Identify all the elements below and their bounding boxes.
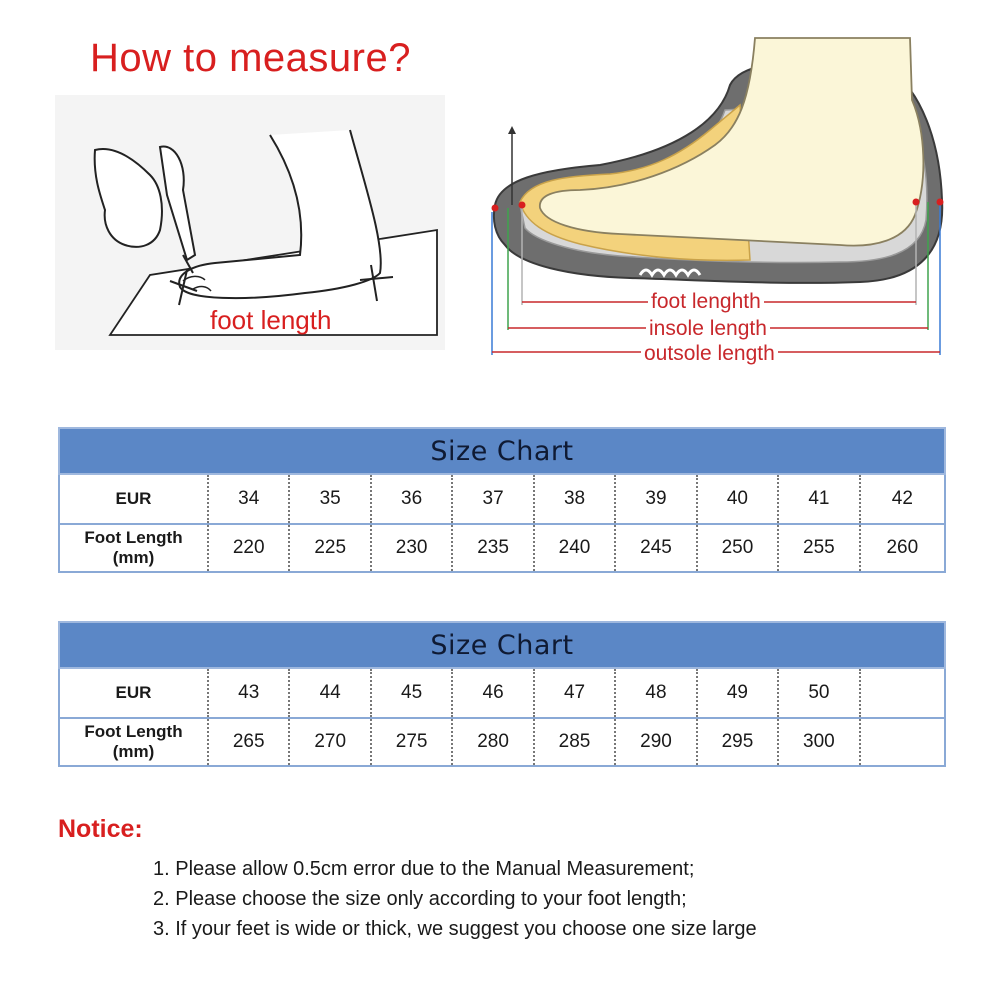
- foot-length-row: [60, 717, 944, 765]
- foot-length-measure-label: foot lenghth: [648, 291, 764, 313]
- size-chart-2-title: Size Chart: [430, 629, 574, 661]
- foot-length-cell: 255: [777, 525, 858, 571]
- measure-title: How to measure?: [90, 36, 411, 80]
- foot-length-cell: 260: [859, 525, 944, 571]
- eur-row: [60, 475, 944, 523]
- foot-length-row-label-line1: Foot Length: [84, 722, 183, 741]
- foot-length-cell: 265: [207, 719, 288, 765]
- eur-cell: 42: [859, 475, 944, 523]
- eur-cell: 45: [370, 669, 451, 717]
- eur-cell: 40: [696, 475, 777, 523]
- foot-length-cell: 280: [451, 719, 532, 765]
- insole-length-measure-label: insole length: [646, 318, 770, 340]
- eur-cell: 47: [533, 669, 614, 717]
- eur-cell: 50: [777, 669, 858, 717]
- size-chart-2: [58, 621, 946, 767]
- notice-item: 1. Please allow 0.5cm error due to the Manual Measurement;: [153, 858, 695, 880]
- eur-cell: 38: [533, 475, 614, 523]
- size-chart-1: [58, 427, 946, 573]
- eur-cell: 41: [777, 475, 858, 523]
- eur-cell: 49: [696, 669, 777, 717]
- foot-length-cell: 245: [614, 525, 695, 571]
- foot-length-cell: 300: [777, 719, 858, 765]
- foot-length-label: foot length: [210, 305, 332, 335]
- foot-length-cell: 290: [614, 719, 695, 765]
- foot-length-cell-empty: [859, 719, 944, 765]
- notice-item: 2. Please choose the size only according to your foot length;: [153, 888, 687, 910]
- notice-item: 3. If your feet is wide or thick, we suggest you choose one size large: [153, 918, 757, 940]
- foot-length-row-label-line2: (mm): [112, 548, 155, 567]
- eur-row: [60, 669, 944, 717]
- size-chart-1-header: [58, 427, 946, 475]
- foot-length-cell: 230: [370, 525, 451, 571]
- eur-cell: 43: [207, 669, 288, 717]
- foot-length-cell: 275: [370, 719, 451, 765]
- eur-cell-empty: [859, 669, 944, 717]
- foot-length-cell: 285: [533, 719, 614, 765]
- eur-cell: 48: [614, 669, 695, 717]
- foot-length-cell: 240: [533, 525, 614, 571]
- eur-cell: 39: [614, 475, 695, 523]
- eur-row-label: EUR: [115, 489, 152, 508]
- foot-length-row-label-line2: (mm): [112, 742, 155, 761]
- eur-cell: 44: [288, 669, 369, 717]
- foot-length-row-label-line1: Foot Length: [84, 528, 183, 547]
- foot-length-row-label: [60, 525, 207, 571]
- foot-length-cell: 225: [288, 525, 369, 571]
- eur-cell: 36: [370, 475, 451, 523]
- notice-title: Notice:: [58, 815, 143, 843]
- eur-cell: 34: [207, 475, 288, 523]
- foot-length-cell: 235: [451, 525, 532, 571]
- foot-length-cell: 250: [696, 525, 777, 571]
- foot-length-cell: 270: [288, 719, 369, 765]
- foot-length-row-label: [60, 719, 207, 765]
- foot-length-cell: 220: [207, 525, 288, 571]
- eur-cell: 37: [451, 475, 532, 523]
- outsole-length-measure-label: outsole length: [641, 343, 778, 365]
- size-chart-2-header: [58, 621, 946, 669]
- foot-length-row: [60, 523, 944, 571]
- size-chart-1-title: Size Chart: [430, 435, 574, 467]
- foot-length-cell: 295: [696, 719, 777, 765]
- eur-cell: 46: [451, 669, 532, 717]
- notice-list: [153, 854, 757, 944]
- eur-cell: 35: [288, 475, 369, 523]
- eur-row-label: EUR: [115, 683, 152, 702]
